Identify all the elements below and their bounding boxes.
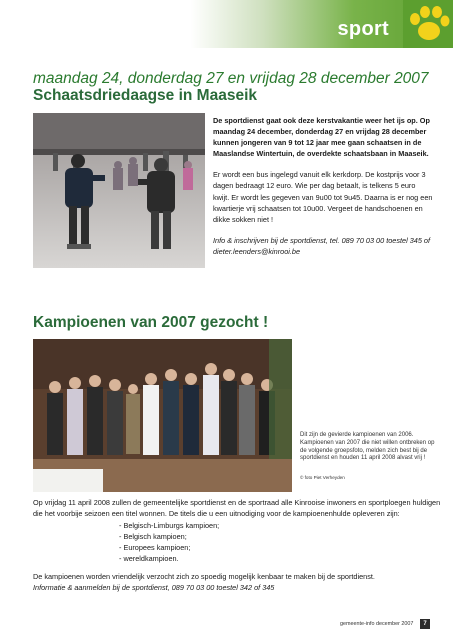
- page-number: 7: [420, 619, 430, 629]
- paw-logo-icon: [407, 3, 451, 45]
- article2-intro: Op vrijdag 11 april 2008 zullen de gemeentelijke sportdienst en de sportraad alle Kinrooise inwoners en sportploegen huldigen die het voorbije seizoen een titel wonnen. De titels die u een uitnodiging voor de kampioenenhulde opleveren zijn:: [33, 498, 441, 519]
- champions-group-photo: [33, 339, 292, 492]
- article2-text: [33, 497, 441, 582]
- list-item: - Belgisch-Limburgs kampioen;: [119, 520, 220, 530]
- article1-date: maandag 24, donderdag 27 en vrijdag 28 december 2007: [33, 70, 429, 87]
- article1-lead: De sportdienst gaat ook deze kerstvakantie weer het ijs op. Op maandag 24 december, donderdag 27 en vrijdag 28 december kunnen jongeren van 9 tot 12 jaar mee gaan schaatsen in de Maaslandse Wintertuin, de overdekte schaatsbaan in Maaseik.: [213, 116, 430, 159]
- section-title: sport: [337, 18, 389, 40]
- prize-block: [33, 497, 441, 565]
- page-header: [0, 0, 453, 48]
- footer-text: gemeente-info december 2007: [340, 621, 414, 627]
- list-item: - wereldkampioen.: [119, 554, 179, 564]
- logo: [403, 0, 453, 48]
- list-item: - Europees kampioen;: [119, 543, 191, 553]
- article1-title: Schaatsdriedaagse in Maaseik: [33, 87, 258, 104]
- article1-info: Info & inschrijven bij de sportdienst, tel. 089 70 03 00 toestel 345 of dieter.leenders@kinrooi.be: [213, 235, 431, 256]
- article1-body: Er wordt een bus ingelegd vanuit elk kerkdorp. De kostprijs voor 3 dagen bedraagt 12 euro. Wie per dag betaalt, is telkens 5 euro kwijt. Er wordt les gegeven van 9u00 tot 9u45. Daarna is er nog een kwartierje vrij schaatsen tot 10u00. Vergeet de handschoenen en dikke sokken niet !: [213, 170, 433, 224]
- article2-info: Informatie & aanmelden bij de sportdienst, 089 70 03 00 toestel 342 of 345: [33, 583, 275, 592]
- photo-caption: Dit zijn de gevierde kampioenen van 2006. Kampioenen van 2007 die niet willen ontbreken op de volgende groepsfoto, melden zich best bij de sportdienst en houden 11 april 2008 alvast vrij !: [300, 432, 435, 462]
- list-item: - Belgisch kampioen;: [119, 531, 187, 541]
- article2-closing: De kampioenen worden vriendelijk verzocht zich zo spoedig mogelijk kenbaar te maken bij de sportdienst.: [33, 571, 375, 581]
- article1-text: [213, 115, 433, 257]
- titles-list: [119, 520, 441, 565]
- skating-photo: [33, 113, 205, 268]
- photo-credit: © foto Piet Verheyden: [300, 475, 345, 480]
- article2-title: Kampioenen van 2007 gezocht !: [33, 314, 269, 331]
